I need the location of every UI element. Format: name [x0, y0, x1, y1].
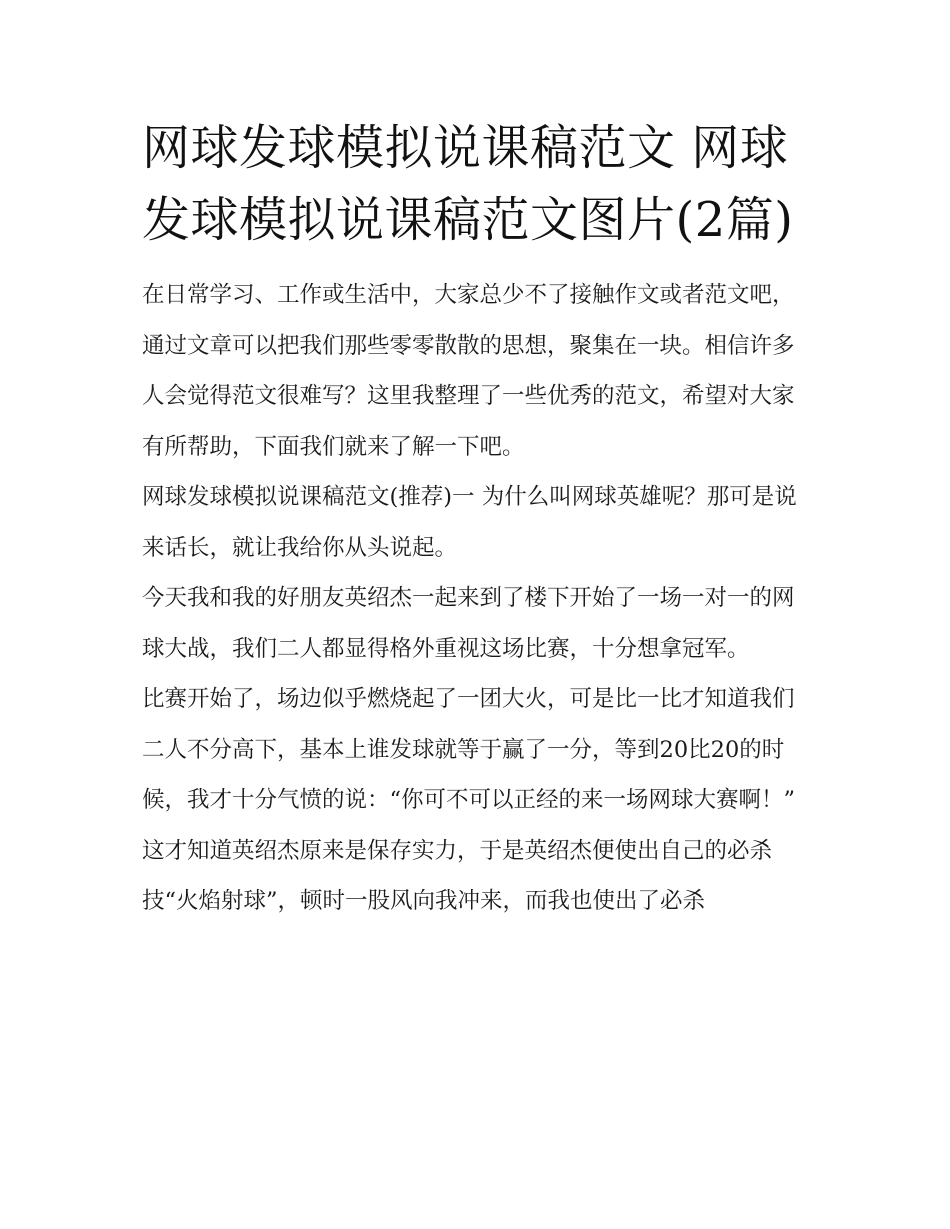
document-title: 网球发球模拟说课稿范文 网球发球模拟说课稿范文图片(2篇) [142, 120, 794, 248]
paragraph-match-tied: 比赛开始了，场边似乎燃烧起了一团大火，可是比一比才知道我们二人不分高下，基本上谁发球就等于赢了一分，等到20比20的时候，我才十分气愤的说：“你可不可以正经的来一场网球大赛啊！” [142, 686, 796, 813]
paragraph-intro: 在日常学习、工作或生活中，大家总少不了接触作文或者范文吧，通过文章可以把我们那些零零散散的思想，聚集在一块。相信许多人会觉得范文很难写？这里我整理了一些优秀的范文，希望对大家有所帮助，下面我们就来了解一下吧。 [142, 282, 795, 460]
paragraph-match-start: 今天我和我的好朋友英绍杰一起来到了楼下开始了一场一对一的网球大战，我们二人都显得格外重视这场比赛，十分想拿冠军。 [142, 585, 795, 662]
document-body [142, 112, 814, 927]
paragraph-essay-opening: 网球发球模拟说课稿范文(推荐)一 为什么叫网球英雄呢？那可是说来话长，就让我给你从头说起。 [142, 484, 797, 561]
paragraph-special-move: 这才知道英绍杰原来是保存实力，于是英绍杰便使出自己的必杀技“火焰射球”，顿时一股风向我冲来，而我也使出了必杀 [142, 837, 773, 914]
